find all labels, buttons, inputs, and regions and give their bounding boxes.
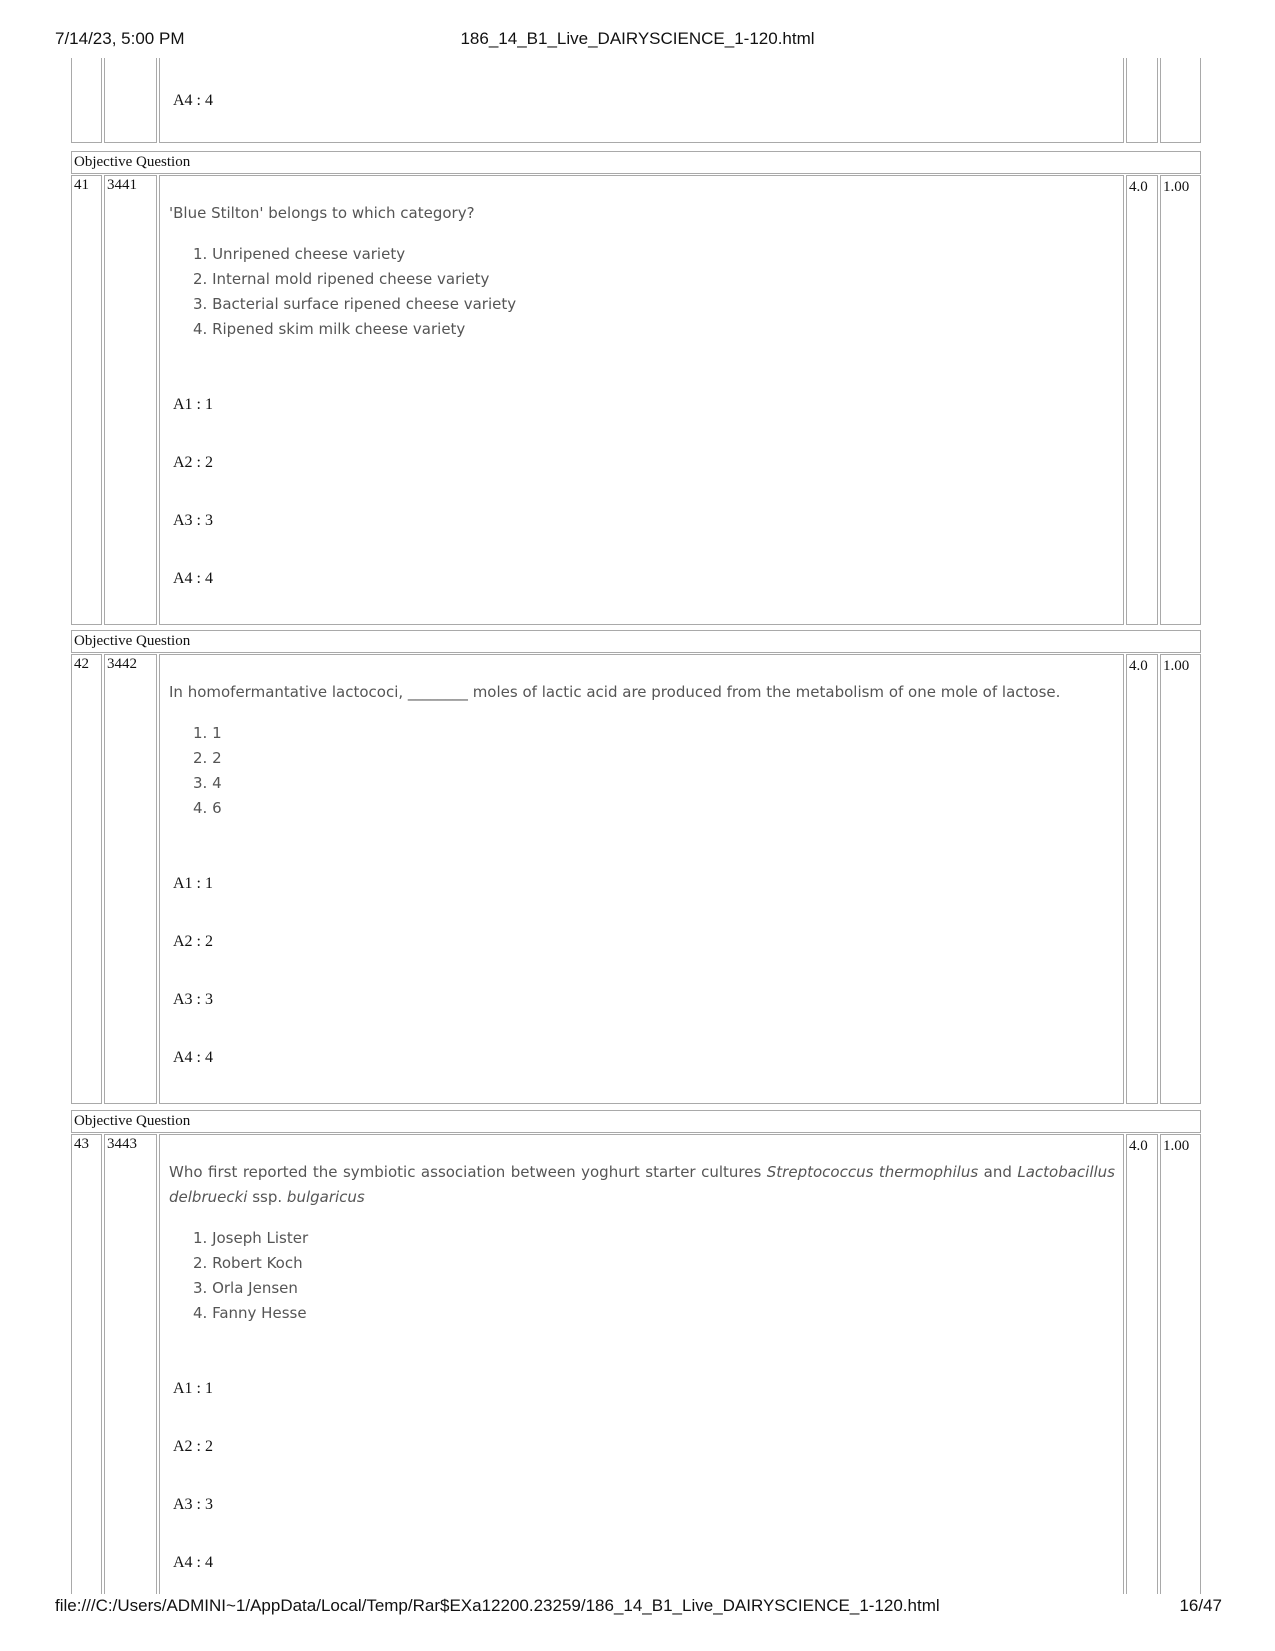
species-name: Lactobacillus delbruecki <box>169 1163 1115 1206</box>
answer-label: A2 : 2 <box>173 454 213 471</box>
option-item: 3. Orla Jensen <box>193 1279 298 1297</box>
prev-cell-num <box>71 58 102 143</box>
question-id-cell <box>104 654 157 1104</box>
marks-value: 4.0 <box>1129 658 1148 674</box>
question-text: 'Blue Stilton' belongs to which category? <box>169 204 475 222</box>
section-label: Objective Question <box>71 1110 1201 1133</box>
option-list <box>193 721 222 821</box>
answer-label: A3 : 3 <box>173 512 213 529</box>
page-number: 16/47 <box>1179 1596 1222 1615</box>
prev-cell-marks <box>1126 58 1158 143</box>
question-id-cell <box>104 175 157 625</box>
option-item: 1. 1 <box>193 724 222 742</box>
question-number: 42 <box>74 656 89 672</box>
question-number: 41 <box>74 177 89 193</box>
question-id: 3443 <box>107 1136 137 1152</box>
negative-marks-value: 1.00 <box>1163 1138 1190 1154</box>
option-item: 2. 2 <box>193 749 222 767</box>
option-list <box>193 242 516 342</box>
question-text-part: and <box>978 1163 1018 1181</box>
question-id-cell <box>104 1134 157 1594</box>
marks-cell <box>1126 175 1158 625</box>
prev-cell-id <box>104 58 157 143</box>
answer-label: A4 : 4 <box>173 1049 213 1066</box>
section-label: Objective Question <box>71 151 1201 174</box>
option-item: 3. Bacterial surface ripened cheese variety <box>193 295 517 313</box>
document-title: 186_14_B1_Live_DAIRYSCIENCE_1-120.html <box>460 29 815 48</box>
question-id: 3442 <box>107 656 137 672</box>
option-item: 3. 4 <box>193 774 222 792</box>
option-item: 2. Internal mold ripened cheese variety <box>193 270 490 288</box>
negative-marks-cell <box>1160 175 1201 625</box>
option-item: 4. Ripened skim milk cheese variety <box>193 320 466 338</box>
question-text-part: ssp. <box>247 1188 287 1206</box>
question-number-cell <box>71 1134 102 1594</box>
marks-value: 4.0 <box>1129 179 1148 195</box>
option-list <box>193 1226 308 1326</box>
question-text: In homofermantative lactococi, ________ moles of lactic acid are produced from the metabolism of one mole of lactose. <box>169 683 1061 701</box>
negative-marks-value: 1.00 <box>1163 658 1190 674</box>
answer-label: A1 : 1 <box>173 875 213 892</box>
answer-label: A4 : 4 <box>173 92 213 109</box>
prev-cell-negative <box>1160 58 1201 143</box>
option-item: 1. Joseph Lister <box>193 1229 309 1247</box>
question-body-cell <box>159 654 1124 1104</box>
answer-label: A3 : 3 <box>173 1496 213 1513</box>
marks-value: 4.0 <box>1129 1138 1148 1154</box>
answer-label: A3 : 3 <box>173 991 213 1008</box>
section-label: Objective Question <box>71 630 1201 653</box>
negative-marks-cell <box>1160 1134 1201 1594</box>
question-text <box>169 1160 1115 1210</box>
question-number-cell <box>71 175 102 625</box>
option-item: 2. Robert Koch <box>193 1254 303 1272</box>
option-item: 4. 6 <box>193 799 222 817</box>
negative-marks-cell <box>1160 654 1201 1104</box>
marks-cell <box>1126 654 1158 1104</box>
question-id: 3441 <box>107 177 137 193</box>
option-item: 1. Unripened cheese variety <box>193 245 406 263</box>
answer-label: A4 : 4 <box>173 1554 213 1571</box>
answer-label: A1 : 1 <box>173 396 213 413</box>
print-datetime: 7/14/23, 5:00 PM <box>55 29 185 48</box>
option-item: 4. Fanny Hesse <box>193 1304 307 1322</box>
species-name: bulgaricus <box>286 1188 365 1206</box>
file-path: file:///C:/Users/ADMINI~1/AppData/Local/Temp/Rar$EXa12200.23259/186_14_B1_Live_DAIRYSCIENCE_1-120.html <box>55 1596 940 1615</box>
answer-label: A2 : 2 <box>173 933 213 950</box>
marks-cell <box>1126 1134 1158 1594</box>
answer-label: A1 : 1 <box>173 1380 213 1397</box>
answer-label: A4 : 4 <box>173 570 213 587</box>
question-number-cell <box>71 654 102 1104</box>
prev-cell-body <box>159 58 1124 143</box>
question-text-part: Who first reported the symbiotic association between yoghurt starter cultures <box>169 1163 767 1181</box>
negative-marks-value: 1.00 <box>1163 179 1190 195</box>
answer-label: A2 : 2 <box>173 1438 213 1455</box>
species-name: Streptococcus thermophilus <box>766 1163 979 1181</box>
question-number: 43 <box>74 1136 89 1152</box>
